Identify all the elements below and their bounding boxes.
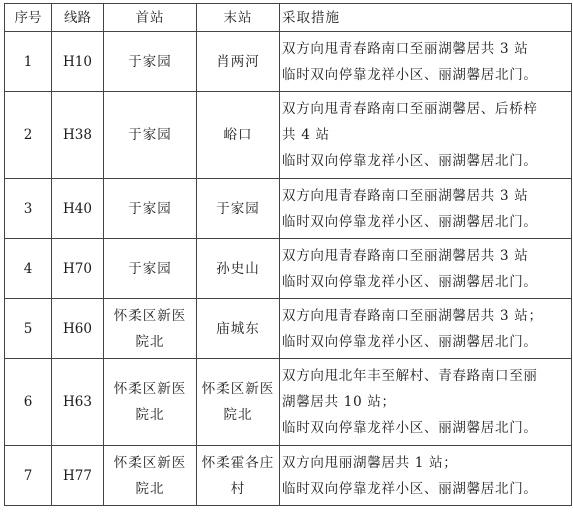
first-stop-text: 于家园 <box>128 260 172 277</box>
table-row <box>5 32 572 92</box>
first-stop-text: 于家园 <box>128 127 172 143</box>
table-row <box>5 359 572 446</box>
measure-text-line: 临时双向停靠龙祥小区、丽湖馨居北门。 <box>282 420 538 436</box>
cell-first-stop <box>104 299 197 359</box>
table-row <box>5 239 572 299</box>
measure-text-line: 临时双向停靠龙祥小区、丽湖馨居北门。 <box>282 333 538 350</box>
measure-text-line: 临时双向停靠龙祥小区、丽湖馨居北门。 <box>282 66 538 83</box>
cell-measures <box>280 299 572 359</box>
last-stop-text: 庙城东 <box>216 320 260 337</box>
measure-text-line: 双方向甩青春路南口至丽湖馨居共 3 站 <box>282 187 529 204</box>
measure-text-line: 临时双向停靠龙祥小区、丽湖馨居北门。 <box>282 153 538 169</box>
header-serial-number: 序号 <box>5 4 52 32</box>
cell-measures <box>280 359 572 446</box>
cell-serial-number: 1 <box>5 32 52 92</box>
measure-text-line: 临时双向停靠龙祥小区、丽湖馨居北门。 <box>282 213 538 230</box>
cell-route: H60 <box>52 299 104 359</box>
cell-first-stop <box>104 179 197 239</box>
last-stop-text: 怀柔区新医 <box>201 381 275 397</box>
cell-last-stop <box>197 32 280 92</box>
header-last-stop: 末站 <box>197 4 280 32</box>
cell-measures <box>280 32 572 92</box>
measure-text-line: 双方向甩青春路南口至丽湖馨居共 3 站 <box>282 40 529 57</box>
table-row <box>5 92 572 179</box>
cell-measures <box>280 446 572 506</box>
cell-last-stop <box>197 446 280 506</box>
cell-last-stop <box>197 92 280 179</box>
first-stop-text: 于家园 <box>128 53 172 70</box>
cell-last-stop <box>197 179 280 239</box>
table-body <box>5 32 572 506</box>
cell-route: H10 <box>52 32 104 92</box>
cell-route: H77 <box>52 446 104 506</box>
header-first-stop: 首站 <box>104 4 197 32</box>
cell-route: H63 <box>52 359 104 446</box>
last-stop-text: 怀柔霍各庄 <box>201 454 275 471</box>
first-stop-text: 院北 <box>135 480 165 497</box>
cell-first-stop <box>104 239 197 299</box>
cell-serial-number: 2 <box>5 92 52 179</box>
last-stop-text: 院北 <box>223 407 253 423</box>
first-stop-text: 怀柔区新医 <box>113 454 187 471</box>
measure-text-line: 临时双向停靠龙祥小区、丽湖馨居北门。 <box>282 273 538 290</box>
cell-measures <box>280 179 572 239</box>
cell-last-stop <box>197 239 280 299</box>
measure-text-line: 双方向甩青春路南口至丽湖馨居、后桥梓 <box>282 101 538 117</box>
table-row <box>5 446 572 506</box>
cell-first-stop <box>104 32 197 92</box>
last-stop-text: 孙史山 <box>216 260 260 277</box>
cell-measures <box>280 239 572 299</box>
cell-last-stop <box>197 359 280 446</box>
cell-serial-number: 6 <box>5 359 52 446</box>
measure-text-line: 双方向甩丽湖馨居共 1 站； <box>282 454 458 471</box>
measure-text-line: 双方向甩青春路南口至丽湖馨居共 3 站 <box>282 247 529 264</box>
cell-last-stop <box>197 299 280 359</box>
table-header-row <box>5 4 572 32</box>
cell-route: H40 <box>52 179 104 239</box>
cell-route: H38 <box>52 92 104 179</box>
header-route: 线路 <box>52 4 104 32</box>
last-stop-text: 肖两河 <box>216 53 260 70</box>
cell-first-stop <box>104 446 197 506</box>
cell-serial-number: 7 <box>5 446 52 506</box>
measure-text-line: 湖馨居共 10 站； <box>282 394 396 410</box>
cell-first-stop <box>104 359 197 446</box>
first-stop-text: 怀柔区新医 <box>113 307 187 324</box>
last-stop-text: 于家园 <box>216 200 260 217</box>
first-stop-text: 怀柔区新医 <box>113 381 187 397</box>
table-row <box>5 299 572 359</box>
measure-text-line: 双方向甩北年丰至解村、青春路南口至丽 <box>282 368 538 384</box>
cell-route: H70 <box>52 239 104 299</box>
cell-serial-number: 3 <box>5 179 52 239</box>
first-stop-text: 院北 <box>135 407 165 423</box>
header-measures: 采取措施 <box>280 4 572 32</box>
last-stop-text: 峪口 <box>223 127 253 143</box>
first-stop-text: 于家园 <box>128 200 172 217</box>
cell-measures <box>280 92 572 179</box>
measure-text-line: 临时双向停靠龙祥小区、丽湖馨居北门。 <box>282 480 538 497</box>
measure-text-line: 共 4 站 <box>282 127 330 143</box>
measure-text-line: 双方向甩青春路南口至丽湖馨居共 3 站； <box>282 307 543 324</box>
bus-route-adjustment-table <box>4 3 572 506</box>
cell-serial-number: 5 <box>5 299 52 359</box>
table-row <box>5 179 572 239</box>
cell-first-stop <box>104 92 197 179</box>
first-stop-text: 院北 <box>135 333 165 350</box>
last-stop-text: 村 <box>230 480 246 497</box>
cell-serial-number: 4 <box>5 239 52 299</box>
